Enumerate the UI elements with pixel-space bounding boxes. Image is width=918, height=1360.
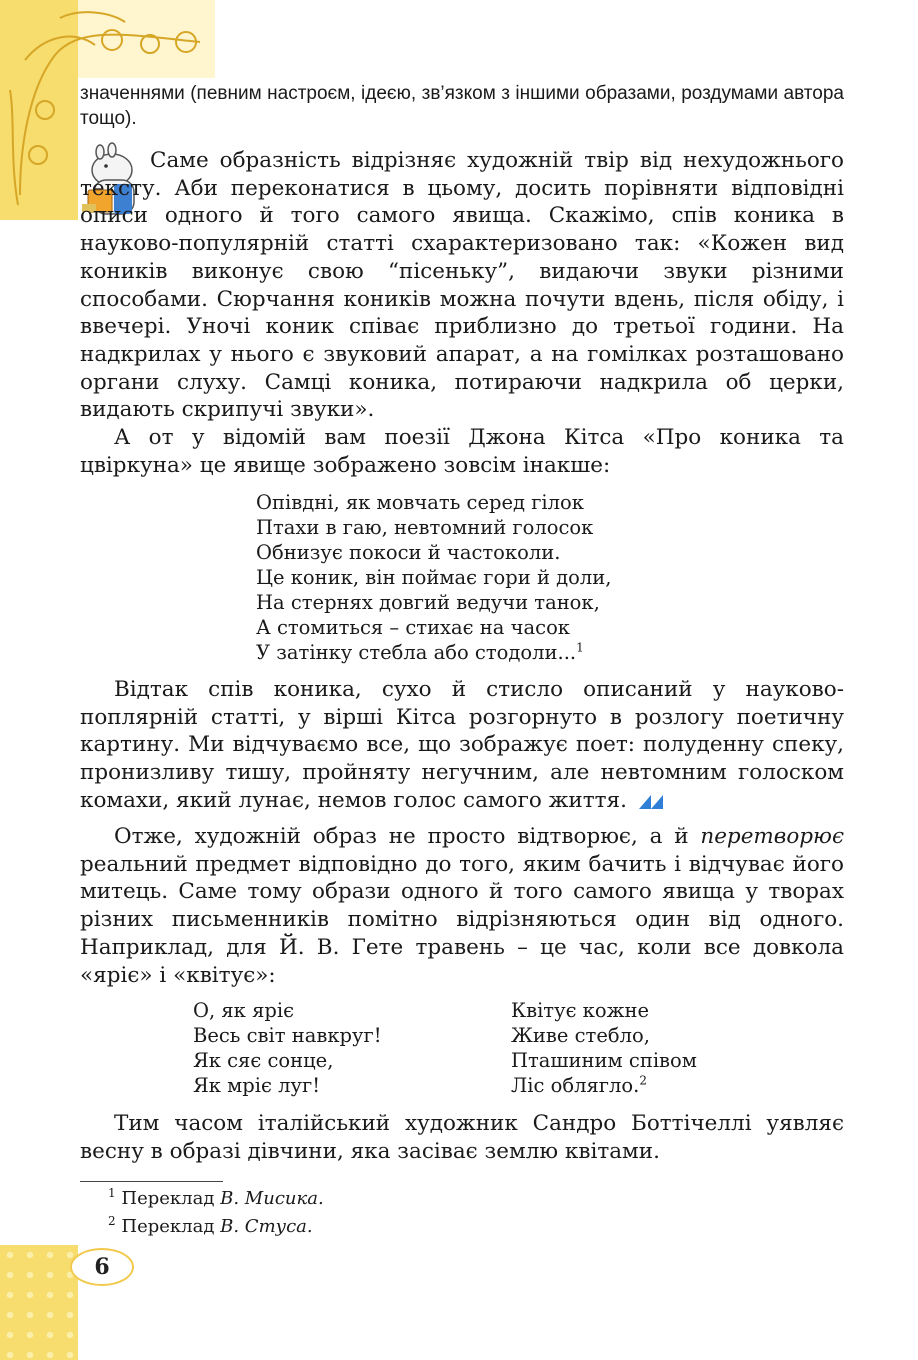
double-arrow-icon[interactable] — [637, 791, 667, 811]
poem-line: Як сяє сонце, — [193, 1049, 334, 1072]
poem-line: Пташиним співом — [511, 1049, 697, 1072]
poem-line: Квітує кожне — [511, 999, 650, 1022]
poem-line: О, як яріє — [193, 999, 295, 1022]
main-text-block-4 — [80, 1110, 844, 1165]
paragraph-4: Отже, художній образ не просто відтворює, а й перетворює реальний предмет відповідно до того, яким бачить і відчуває його митець. Саме тому образи одного й того самого явища у творах різних письменників помітно відрізняються один від одного. Наприклад, для Й. В. Гете травень – це час, коли все довкола «яріє» і «квітує»: — [80, 824, 844, 988]
poem-keats — [256, 490, 611, 665]
paragraph-1: Саме образність відрізняє художній твір від нехудожнього тексту. Аби переконатися в цьому, досить порівняти відповідні описи одного й того самого явища. Скажімо, спів коника в науково-популярній статті схарактеризовано так: «Кожен вид коників виконує свою “пісеньку”, видаючи звуки різними способами. Сюрчання коників можна почути вдень, після обіду, і ввечері. Уночі коник співає приблизно до третьої години. На надкрилах у нього є звуковий апарат, а на гомілках розташовано органи слуху. Самці коника, потираючи надкрила об церки, видають скрипучі звуки». — [80, 148, 844, 423]
poem-line: Живе стебло, — [511, 1024, 650, 1047]
poem-line: На стернях довгий ведучи танок, — [256, 591, 600, 614]
poem-line: Як мріє луг! — [193, 1074, 321, 1097]
footnote-1: $^1$ Переклад В. Мисика. — [108, 1186, 324, 1209]
poem-line: Обнизує покоси й частоколи. — [256, 541, 561, 564]
poem-line: Птахи в гаю, невтомний голосок — [256, 516, 594, 539]
poem-line: У затінку стебла або стодоли...$^1$ — [256, 640, 584, 664]
poem-goethe-left — [193, 998, 382, 1098]
page-number: 6 — [70, 1248, 134, 1286]
footnote-divider — [80, 1181, 223, 1182]
paragraph-3: Відтак спів коника, сухо й стисло описаний у науковопоплярній статті, у вірші Кітса розгорнуто в розлогу поетичну картину. Ми відчуваємо все, що зображує поет: полуденну спеку, пронизливу тишу, пройняту негучним, але невтомним голоском комахи, який лунає, немов голос самого життя. — [80, 677, 844, 813]
main-text-block-1 — [80, 147, 844, 479]
main-text-block-2 — [80, 676, 844, 815]
footnote-mark: 1 — [576, 640, 584, 655]
page-bottom-dots — [0, 1245, 78, 1360]
intro-text: значеннями (певним настроєм, ідеєю, зв’язком з іншими образами, роздумами автора тощо). — [80, 83, 844, 129]
paragraph-5: Тим часом італійський художник Сандро Боттічеллі уявляє весну в образі дівчини, яка засіває землю квітами. — [80, 1111, 844, 1164]
poem-line: Це коник, він поймає гори й доли, — [256, 566, 612, 589]
poem-line: Опівдні, як мовчать серед гілок — [256, 491, 584, 514]
poem-line: Весь світ навкруг! — [193, 1024, 382, 1047]
footnote-2: $^2$ Переклад В. Стуса. — [108, 1214, 313, 1237]
footnote-mark: 2 — [639, 1073, 647, 1088]
poem-line: Ліс облягло.$^2$ — [511, 1073, 647, 1097]
poem-line: А стомиться – стихає на часок — [256, 616, 570, 639]
main-text-block-3 — [80, 823, 844, 989]
poem-goethe-right — [511, 998, 697, 1098]
paragraph-2: А от у відомій вам поезії Джона Кітса «Про коника та цвіркуна» це явище зображено зовсім інакше: — [80, 425, 844, 478]
